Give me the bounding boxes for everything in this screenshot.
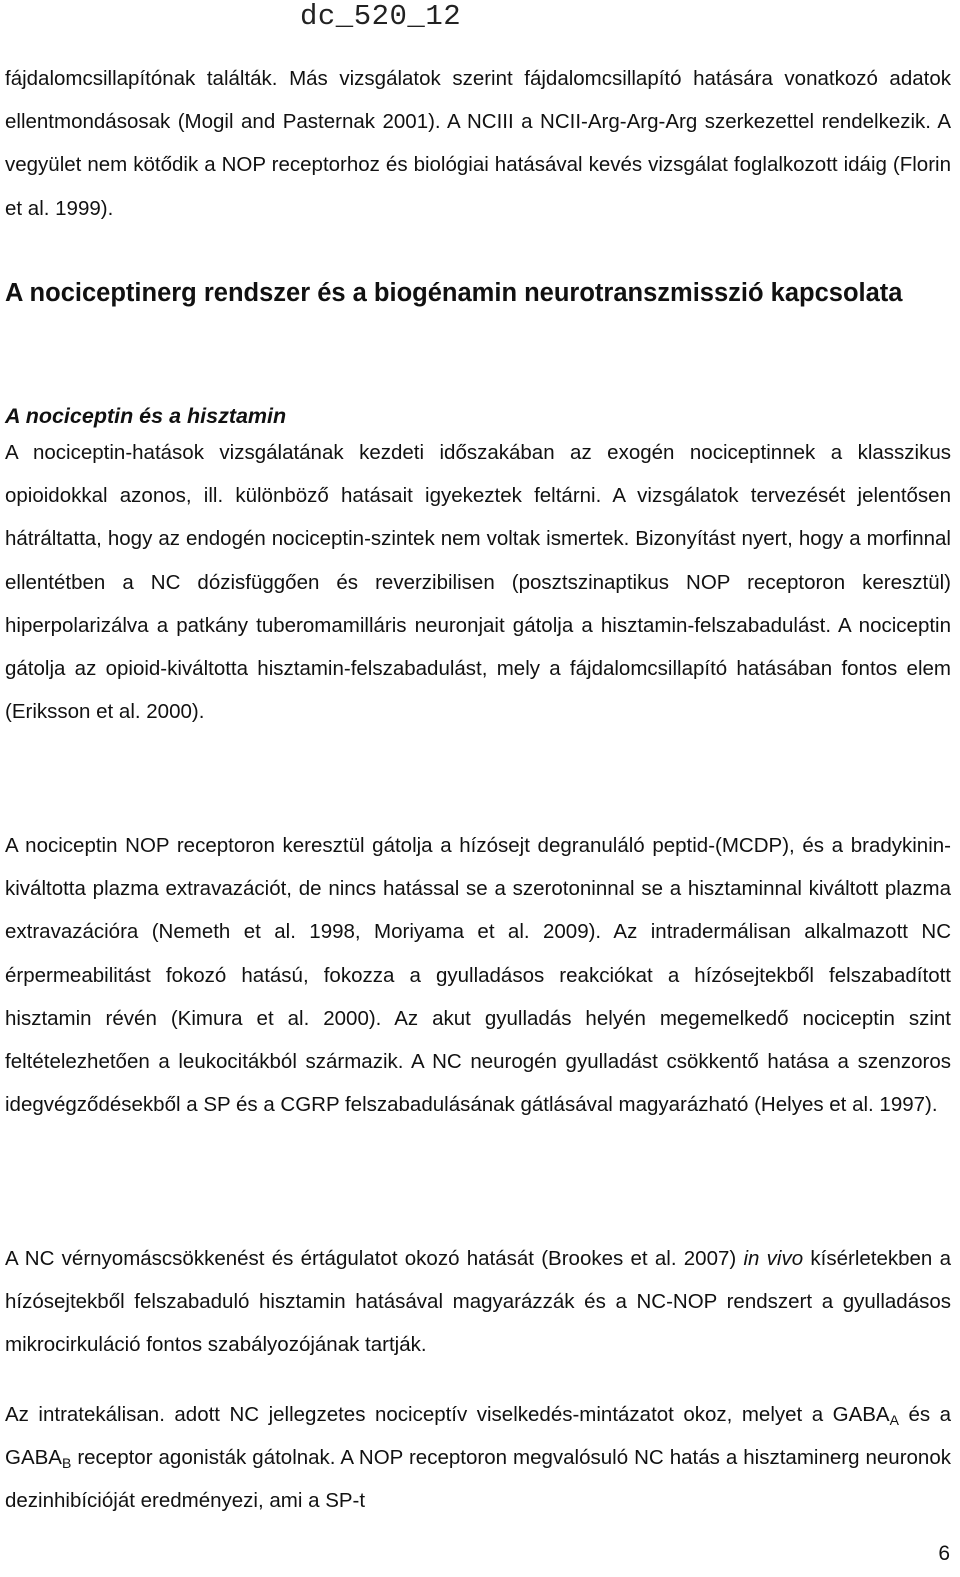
paragraph4-text-2: kísérletekben a hízósejtekből felszabaduló hisztamin hatásával magyarázzák és a NC-NOP rendszert a gyulladásos mikrocirkuláció fontos szabályozójának tartják. <box>5 1247 951 1357</box>
paragraph4-italic: in vivo <box>743 1247 804 1270</box>
paragraph-intrathecal <box>5 1393 951 1523</box>
paragraph-blood-pressure <box>5 1237 951 1367</box>
paragraph5-text-3: receptor agonisták gátolnak. A NOP receptoron megvalósuló NC hatás a hisztaminerg neuronok dezinhibícióját eredményezi, ami a SP-t <box>5 1446 951 1513</box>
paragraph-intro: fájdalomcsillapítónak találták. Más vizsgálatok szerint fájdalomcsillapító hatására vonatkozó adatok ellentmondásosak (Mogil and Pasternak 2001). A NCIII a NCII-Arg-Arg-Arg szerkezettel rendelkezik. A vegyület nem kötődik a NOP receptorhoz és biológiai hatásával kevés vizsgálat foglalkozott idáig (Florin et al. 1999). <box>5 67 951 220</box>
paragraph-nop-receptor: A nociceptin NOP receptoron keresztül gátolja a hízósejt degranuláló peptid-(MCDP), és a bradykinin- kiváltotta plazma extravazációt, de nincs hatással se a szerotoninnal se a hisztaminnal kiváltott plazma extravazációra (Nemeth et al. 1998, Moriyama et al. 2009). Az intradermálisan alkalmazott NC érpermeabilitást fokozó hatású, fokozza a gyulladásos reakciókat a hízósejtekből felszabadított hisztamin révén (Kimura et al. 2000). Az akut gyulladás helyén megemelkedő nociceptin szint feltételezhetően a leukocitákból származik. A NC neurogén gyulladást csökkentő hatása a szenzoros idegvégződésekből a SP és a CGRP felszabadulásának gátlásával magyarázható (Helyes et al. 1997). <box>5 834 951 1117</box>
gaba-b-subscript: B <box>61 1455 72 1472</box>
section-heading: A nociceptinerg rendszer és a biogénamin neurotranszmisszió kapcsolata <box>5 279 903 307</box>
subsection-heading: A nociceptin és a hisztamin <box>5 404 287 428</box>
page-number: 6 <box>938 1542 950 1565</box>
paragraph4-text-1: A NC vérnyomáscsökkenést és értágulatot okozó hatását (Brookes et al. 2007) <box>5 1247 744 1270</box>
gaba-b-label: GABA <box>5 1446 62 1470</box>
paragraph-nociceptin-histamine: A nociceptin-hatások vizsgálatának kezdeti időszakában az exogén nociceptinnek a klasszikus opioidokkal azonos, ill. különböző hatásait igyekeztek feltárni. A vizsgálatok tervezését jelentősen hátráltatta, hogy az endogén nociceptin-szintek nem voltak ismertek. Bizonyítást nyert, hogy a morfinnal ellentétben a NC dózisfüggően és reverzibilisen (posztszinaptikus NOP receptoron keresztül) hiperpolarizálva a patkány tuberomamilláris neuronjait gátolja a hisztamin-felszabadulást. A nociceptin gátolja az opioid-kiváltotta hisztamin-felszabadulást, mely a fájdalomcsillapító hatásában fontos elem (Eriksson et al. 2000). <box>5 441 951 724</box>
gaba-a-label: GABA <box>832 1403 890 1426</box>
gaba-a-subscript: A <box>889 1412 899 1428</box>
paragraph5-text-1: Az intratekálisan. adott NC jellegzetes nociceptív viselkedés-mintázatot okoz, melyet a <box>5 1403 833 1426</box>
document-code-header: dc_520_12 <box>300 0 462 33</box>
paragraph5-text-2: és a <box>898 1403 951 1426</box>
